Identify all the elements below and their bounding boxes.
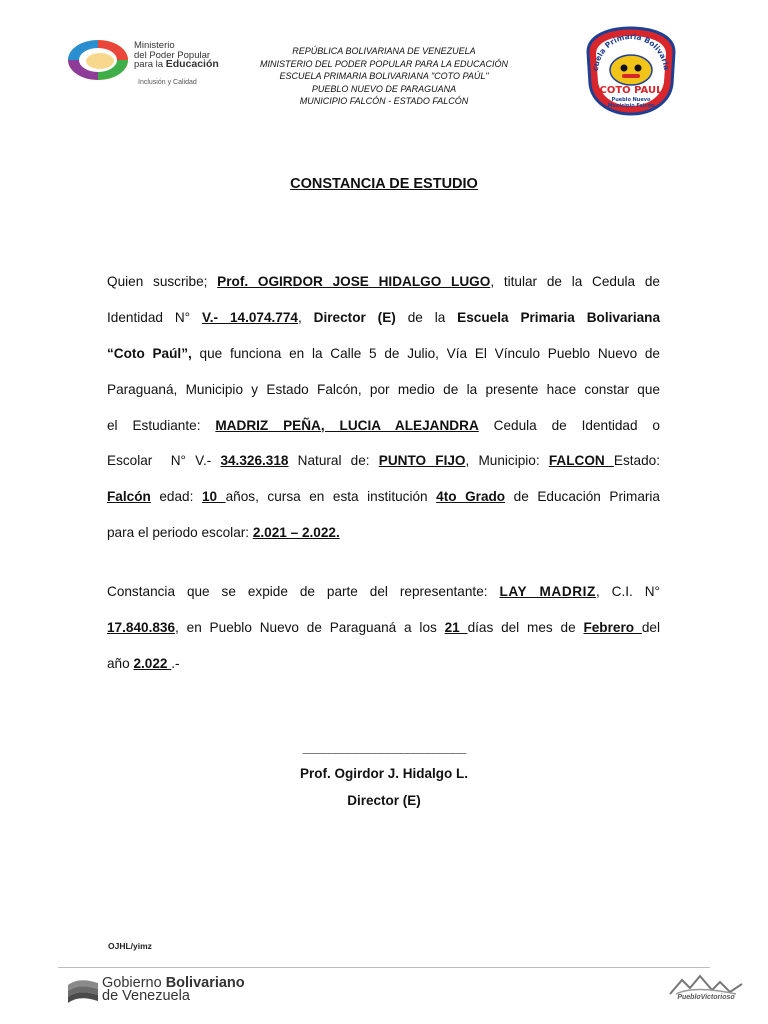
state: Falcón	[107, 489, 151, 505]
seal-school-name: COTO PAUL	[599, 85, 663, 96]
header-line: PUEBLO NUEVO DE PARAGUANA	[311, 83, 457, 94]
ministry-line-3-prefix: para la	[134, 59, 166, 70]
gobierno-line-1-bold: Bolivariano	[165, 975, 245, 991]
issue-day: 21	[444, 619, 468, 635]
text-line	[107, 652, 660, 688]
paragraph-2	[107, 580, 660, 688]
ministry-name	[134, 41, 219, 70]
representative-id: 17.840.836	[107, 619, 176, 635]
text-run: para el periodo escolar:	[107, 525, 253, 541]
text-run: días del mes de	[467, 619, 584, 635]
text-line	[107, 306, 660, 342]
school-name-quoted: “Coto Paúl”,	[107, 345, 192, 361]
text-run: el Estudiante:	[107, 417, 216, 433]
text-line	[107, 521, 660, 557]
text-line	[107, 616, 660, 652]
mountains-icon	[668, 972, 744, 996]
header-line: MUNICIPIO FALCÓN - ESTADO FALCÓN	[299, 96, 469, 106]
document-title: CONSTANCIA DE ESTUDIO	[290, 176, 478, 192]
text-run: de Educación Primaria	[505, 489, 660, 505]
text-run: Estado:	[613, 453, 660, 469]
text-run: , titular de la Cedula de	[490, 274, 660, 289]
text-line	[107, 485, 660, 521]
text-run: , C.I. N°	[595, 584, 660, 599]
header-line: REPÚBLICA BOLIVARIANA DE VENEZUELA	[292, 46, 476, 56]
text-run: Cedula de Identidad o	[478, 417, 660, 433]
student-id: 34.326.318	[220, 453, 289, 469]
text-line	[107, 378, 660, 414]
school-seal	[584, 26, 678, 116]
gobierno-text	[102, 977, 245, 1003]
gobierno-line-1-prefix: Gobierno	[102, 975, 166, 991]
gobierno-line-2: de Venezuela	[102, 988, 190, 1004]
text-run: .-	[171, 655, 180, 671]
text-line	[107, 342, 660, 378]
ministry-tagline: Inclusión y Calidad	[138, 79, 197, 86]
text-line	[107, 270, 660, 306]
typist-initials: OJHL/yimz	[108, 941, 152, 951]
text-run: Identidad N°	[107, 309, 202, 325]
seal-sub-1: Pueblo Nuevo	[611, 97, 651, 103]
issuer-role: Director (E)	[313, 309, 396, 325]
issue-year: 2.022	[133, 655, 172, 671]
representative-name: LAY MADRIZ	[499, 584, 596, 599]
issue-month: Febrero	[583, 619, 642, 635]
birthplace: PUNTO FIJO	[378, 453, 466, 469]
school-name: Escuela Primaria Bolivariana	[457, 309, 661, 325]
text-line	[107, 580, 660, 616]
school-period: 2.021 – 2.022.	[252, 525, 340, 541]
text-run: , Municipio:	[465, 453, 549, 469]
text-run: de la	[395, 309, 458, 325]
paragraph-1	[107, 270, 660, 557]
text-run: , en Pueblo Nuevo de Paraguaná a los	[175, 619, 445, 635]
signatory-name: Prof. Ogirdor J. Hidalgo L.	[299, 766, 468, 781]
text-run: Escolar N° V.-	[107, 453, 221, 469]
issuer-id: V.- 14.074.774	[201, 309, 298, 325]
ministry-line-3-bold: Educación	[165, 58, 219, 70]
document-header	[232, 45, 536, 108]
text-run: Quien suscribe;	[107, 274, 218, 289]
ministry-emblem-icon	[66, 38, 130, 82]
ministry-line-2: del Poder Popular	[134, 49, 211, 61]
footer-divider	[58, 967, 710, 968]
text-run: años, cursa en esta institución	[225, 489, 437, 505]
text-run: Natural de:	[288, 453, 379, 469]
seal-arc-text: cuela Primaria Bolivaria	[590, 31, 672, 72]
text-run: edad:	[150, 489, 202, 505]
school-seal-icon	[584, 26, 678, 116]
ministry-line-1: Ministerio	[134, 40, 175, 51]
text-run: Constancia que se expide de parte del representante:	[107, 584, 500, 599]
header-line: ESCUELA PRIMARIA BOLIVARIANA "COTO PAÚL"	[279, 71, 489, 81]
student-name: MADRIZ PEÑA, LUCIA ALEJANDRA	[215, 417, 479, 433]
venezuela-flag-icon	[66, 975, 100, 1005]
text-run: ,	[298, 309, 314, 325]
header-line: MINISTERIO DEL PODER POPULAR PARA LA EDUCACIÓN	[259, 58, 509, 69]
ministry-logo	[66, 38, 236, 90]
text-run: año	[107, 655, 134, 671]
pueblo-victorioso-text: PuebloVictorioso	[677, 994, 735, 1001]
pueblo-victorioso-logo	[668, 972, 744, 1006]
text-run: Paraguaná, Municipio y Estado Falcón, por medio de la presente hace constar que	[107, 381, 660, 397]
student-grade: 4to Grado	[436, 489, 506, 505]
text-run: que funciona en la Calle 5 de Julio, Vía El Vínculo Pueblo Nuevo de	[191, 345, 660, 361]
signature-line: _________________________	[302, 740, 466, 755]
signatory-role: Director (E)	[347, 793, 421, 808]
text-line	[107, 449, 660, 485]
gobierno-bolivariano-logo	[66, 975, 266, 1007]
issuer-name: Prof. OGIRDOR JOSE HIDALGO LUGO	[217, 274, 491, 289]
text-line	[107, 414, 660, 450]
student-age: 10	[201, 489, 226, 505]
text-run: del	[641, 619, 660, 635]
seal-sub-2: Municipio Falcón	[607, 103, 655, 109]
municipality: FALCON	[548, 453, 614, 469]
